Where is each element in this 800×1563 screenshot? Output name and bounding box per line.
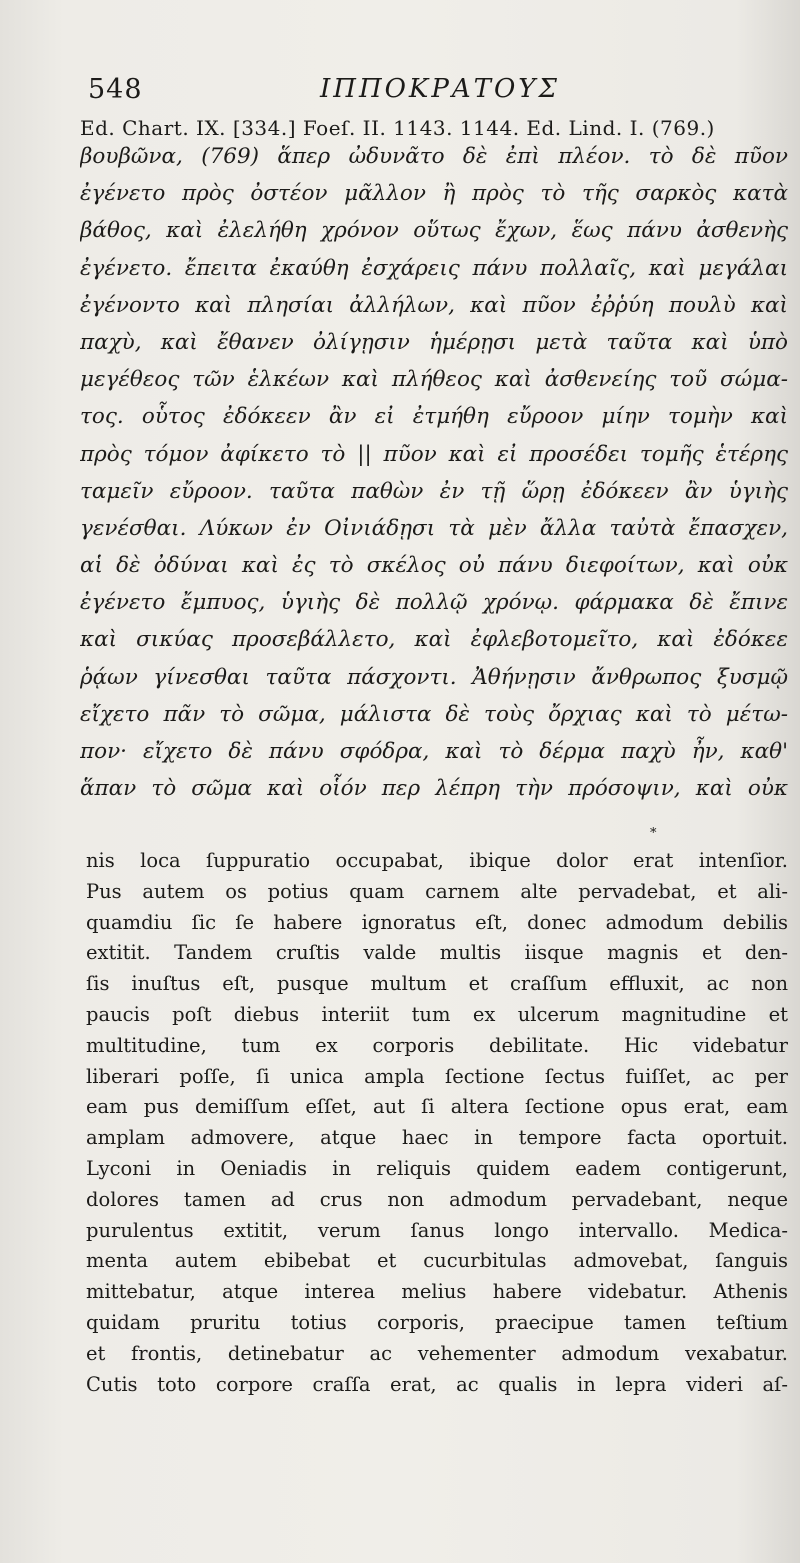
greek-text-block — [80, 138, 788, 807]
edition-reference-line: Ed. Chart. IX. [334.] Foeſ. II. 1143. 1144. Ed. Lind. I. (769.) — [80, 116, 715, 140]
latin-line: nis loca ſuppuratio occupabat, ibique dolor erat intenſior. — [86, 849, 788, 872]
greek-line: ῥᾴων γίνεσθαι ταῦτα πάσχοντι. Ἀθήνῃσιν ἄνθρωπος ξυσμῷ — [80, 664, 788, 690]
latin-line: menta autem ebibebat et cucurbitulas admovebat, ſanguis — [86, 1249, 788, 1273]
latin-line: mittebatur, atque interea melius habere videbatur. Athenis — [86, 1280, 788, 1304]
latin-line: et frontis, detinebatur ac vehementer admodum vexabatur. — [86, 1341, 788, 1365]
greek-line: ἐγένοντο καὶ πλησίαι ἀλλήλων, καὶ πῦον ἐῤῥύη πουλὺ καὶ — [80, 292, 788, 318]
greek-line: ἐγένετο. ἔπειτα ἐκαύθη ἐσχάρεις πάνυ πολλαῖς, καὶ μεγάλαι — [80, 255, 788, 281]
latin-line: Lyconi in Oeniadis in reliquis quidem eadem contigerunt, — [86, 1156, 788, 1180]
latin-line: quamdiu ſic ſe habere ignoratus eſt, donec admodum debilis — [86, 910, 788, 934]
latin-translation-block — [86, 846, 788, 1400]
running-title: ΙΠΠΟΚΡΑΤΟΥΣ — [320, 74, 560, 104]
greek-line: παχὺ, καὶ ἔθανεν ὀλίγῃσιν ἡμέρῃσι μετὰ ταῦτα καὶ ὑπὸ — [80, 329, 788, 355]
greek-line: ταμεῖν εὔροον. ταῦτα παθὼν ἐν τῇ ὥρῃ ἐδόκεεν ἂν ὑγιὴς — [80, 478, 788, 504]
latin-line: Pus autem os potius quam carnem alte pervadebat, et ali- — [86, 879, 788, 903]
greek-line: γενέσθαι. Λύκων ἐν Οἰνιάδῃσι τὰ μὲν ἄλλα ταὐτὰ ἔπασχεν, — [80, 515, 788, 541]
greek-line: τος. οὗτος ἐδόκεεν ἂν εἰ ἐτμήθη εὔροον μίην τομὴν καὶ — [80, 404, 788, 430]
greek-line: πρὸς τόμον ἀφίκετο τὸ || πῦον καὶ εἰ προσέδει τομῆς ἑτέρης — [80, 441, 788, 467]
greek-line: μεγέθεος τῶν ἑλκέων καὶ πλήθεος καὶ ἀσθενείης τοῦ σώμα- — [80, 367, 788, 393]
greek-line: βάθος, καὶ ἐλελήθη χρόνον οὕτως ἔχων, ἕως πάνυ ἀσθενὴς — [80, 218, 788, 244]
greek-line: ἐγένετο πρὸς ὀστέον μᾶλλον ἢ πρὸς τὸ τῆς σαρκὸς κατὰ — [80, 181, 788, 207]
footnote-mark: * — [650, 826, 657, 841]
latin-line: liberari poſſe, ſi unica ampla ſectione ſectus fuiſſet, ac per — [86, 1064, 788, 1088]
greek-line: βουβῶνα, (769) ἅπερ ὠδυνᾶτο δὲ ἐπὶ πλέον. τὸ δὲ πῦον — [80, 144, 788, 169]
greek-line: εἴχετο πᾶν τὸ σῶμα, μάλιστα δὲ τοὺς ὄρχιας καὶ τὸ μέτω- — [80, 701, 788, 727]
greek-line: ἐγένετο ἔμπυος, ὑγιὴς δὲ πολλῷ χρόνῳ. φάρμακα δὲ ἔπινε — [80, 590, 788, 616]
latin-line: paucis poſt diebus interiit tum ex ulcerum magnitudine et — [86, 1002, 788, 1026]
page-number: 548 — [88, 74, 143, 105]
greek-line: πον· εἴχετο δὲ πάνυ σφόδρα, καὶ τὸ δέρμα παχὺ ἦν, καθ' — [80, 739, 788, 764]
greek-line: ἅπαν τὸ σῶμα καὶ οἷόν περ λέπρη τὴν πρόσοψιν, καὶ οὐκ — [80, 776, 788, 802]
latin-line: ſis inuſtus eſt, pusque multum et craſſum effluxit, ac non — [86, 972, 788, 996]
latin-line: eam pus demiſſum eſſet, aut ſi altera ſectione opus erat, eam — [86, 1095, 788, 1119]
latin-line: extitit. Tandem cruſtis valde multis iisque magnis et den- — [86, 941, 788, 965]
latin-line: quidam pruritu totius corporis, praecipue tamen teſtium — [86, 1310, 788, 1334]
latin-line: dolores tamen ad crus non admodum pervadebant, neque — [86, 1187, 788, 1211]
latin-line: Cutis toto corpore craſſa erat, ac qualis in lepra videri aſ- — [86, 1372, 788, 1396]
latin-line: purulentus extitit, verum ſanus longo intervallo. Medica- — [86, 1218, 788, 1242]
greek-line: καὶ σικύας προσεβάλλετο, καὶ ἐφλεβοτομεῖτο, καὶ ἐδόκεε — [80, 627, 788, 653]
latin-line: multitudine, tum ex corporis debilitate. Hic videbatur — [86, 1033, 788, 1057]
page-header — [88, 68, 778, 108]
latin-line: amplam admovere, atque haec in tempore facta oportuit. — [86, 1126, 788, 1150]
greek-line: αἱ δὲ ὀδύναι καὶ ἐς τὸ σκέλος οὐ πάνυ διεφοίτων, καὶ οὐκ — [80, 553, 788, 579]
